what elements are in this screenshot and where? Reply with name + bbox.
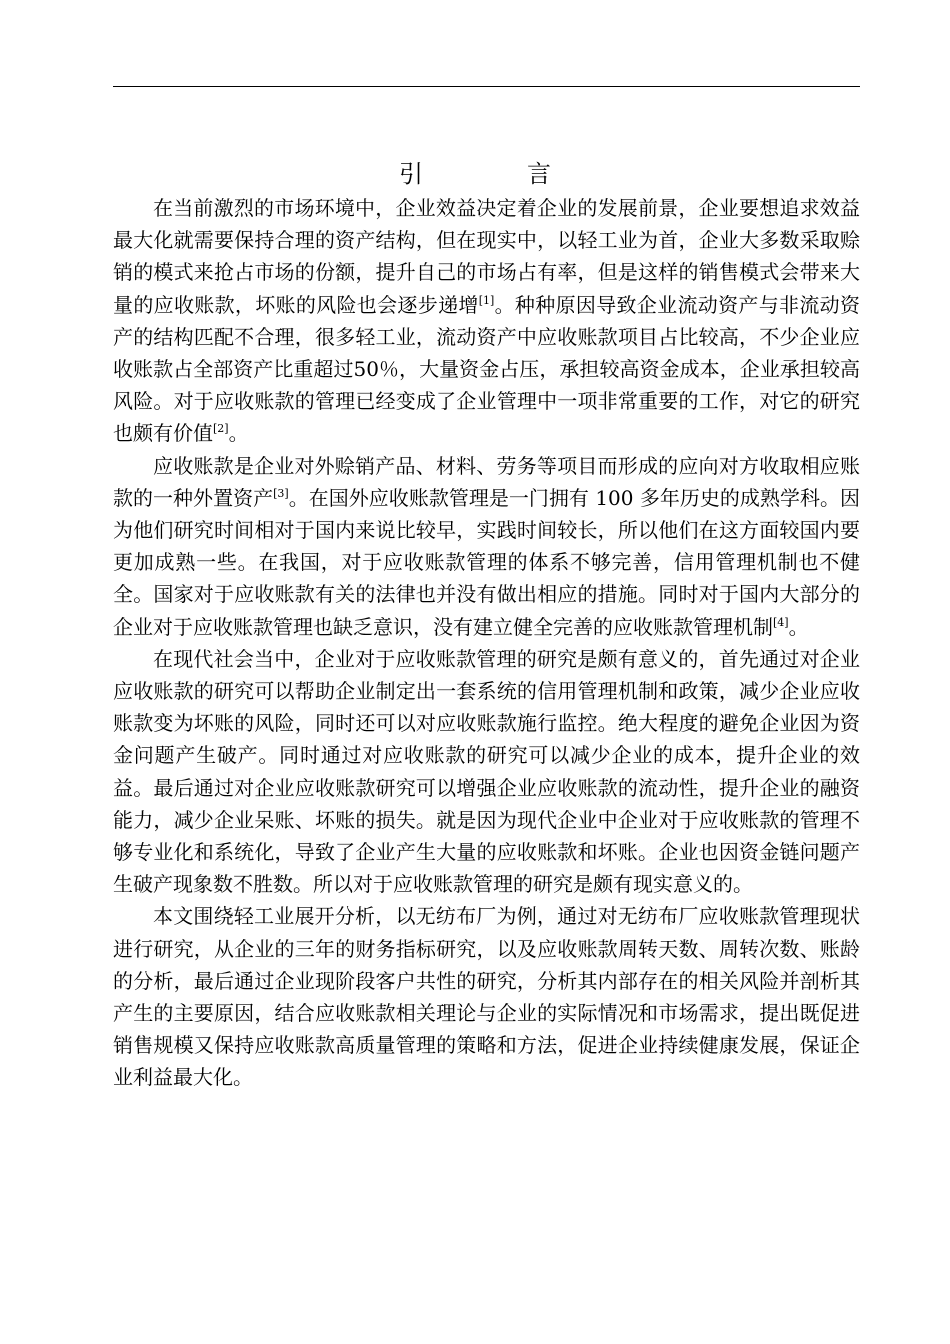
citation-ref: [2] bbox=[213, 422, 229, 436]
header-rule bbox=[113, 86, 860, 87]
paragraph-4 bbox=[113, 900, 860, 1093]
paragraph-3 bbox=[113, 643, 860, 901]
paragraph-text: 应收账款是企业对外赊销产品、材料、劳务等项目而形成的应向对方收取相应账款的一种外置资产 bbox=[113, 453, 860, 510]
body-text bbox=[113, 192, 860, 1094]
paragraph-text: 。 bbox=[228, 421, 249, 446]
paragraph-text: 。种种原因导致企业流动资产与非流动资产的结构匹配不合理，很多轻工业，流动资产中应收账款项目占比较高，不少企业应收账款占全部资产比重超过50％，大量资金占压，承担较高资金成本，企业承担较高风险。对于应收账款的管理已经变成了企业管理中一项非常重要的工作，对它的研究也颇有价值 bbox=[113, 292, 860, 446]
paragraph-text: 本文围绕轻工业展开分析，以无纺布厂为例，通过对无纺布厂应收账款管理现状进行研究，从企业的三年的财务指标研究，以及应收账款周转天数、周转次数、账龄的分析，最后通过企业现阶段客户共性的研究，分析其内部存在的相关风险并剖析其产生的主要原因，结合应收账款相关理论与企业的实际情况和市场需求，提出既促进销售规模又保持应收账款高质量管理的策略和方法，促进企业持续健康发展，保证企业利益最大化。 bbox=[113, 904, 860, 1090]
paragraph-text: 在现代社会当中，企业对于应收账款管理的研究是颇有意义的，首先通过对企业应收账款的研究可以帮助企业制定出一套系统的信用管理机制和政策，减少企业应收账款变为坏账的风险，同时还可以对应收账款施行监控。绝大程度的避免企业因为资金问题产生破产。同时通过对应收账款的研究可以减少企业的成本，提升企业的效益。最后通过对企业应收账款研究可以增强企业应收账款的流动性，提升企业的融资能力，减少企业呆账、坏账的损失。就是因为现代企业中企业对于应收账款的管理不够专业化和系统化，导致了企业产生大量的应收账款和坏账。企业也因资金链问题产生破产现象数不胜数。所以对于应收账款管理的研究是颇有现实意义的。 bbox=[113, 646, 860, 897]
citation-ref: [4] bbox=[773, 615, 789, 629]
paragraph-text: 在当前激烈的市场环境中，企业效益决定着企业的发展前景，企业要想追求效益最大化就需要保持合理的资产结构，但在现实中，以轻工业为首，企业大多数采取赊销的模式来抢占市场的份额，提升自己的市场占有率，但是这样的销售模式会带来大量的应收账款，坏账的风险也会逐步递增 bbox=[113, 196, 860, 317]
paragraph-text: 。在国外应收账款管理是一门拥有 100 多年历史的成熟学科。因为他们研究时间相对于国内来说比较早，实践时间较长，所以他们在这方面较国内要更加成熟一些。在我国，对于应收账款管理的体系不够完善，信用管理机制也不健全。国家对于应收账款有关的法律也并没有做出相应的措施。同时对于国内大部分的企业对于应收账款管理也缺乏意识，没有建立健全完善的应收账款管理机制 bbox=[113, 485, 861, 639]
page-title: 引 言 bbox=[399, 160, 591, 188]
paragraph-text: 。 bbox=[788, 614, 809, 639]
citation-ref: [3] bbox=[273, 486, 289, 500]
citation-ref: [1] bbox=[478, 293, 495, 307]
paragraph-2 bbox=[113, 450, 860, 643]
paragraph-1 bbox=[113, 192, 860, 450]
